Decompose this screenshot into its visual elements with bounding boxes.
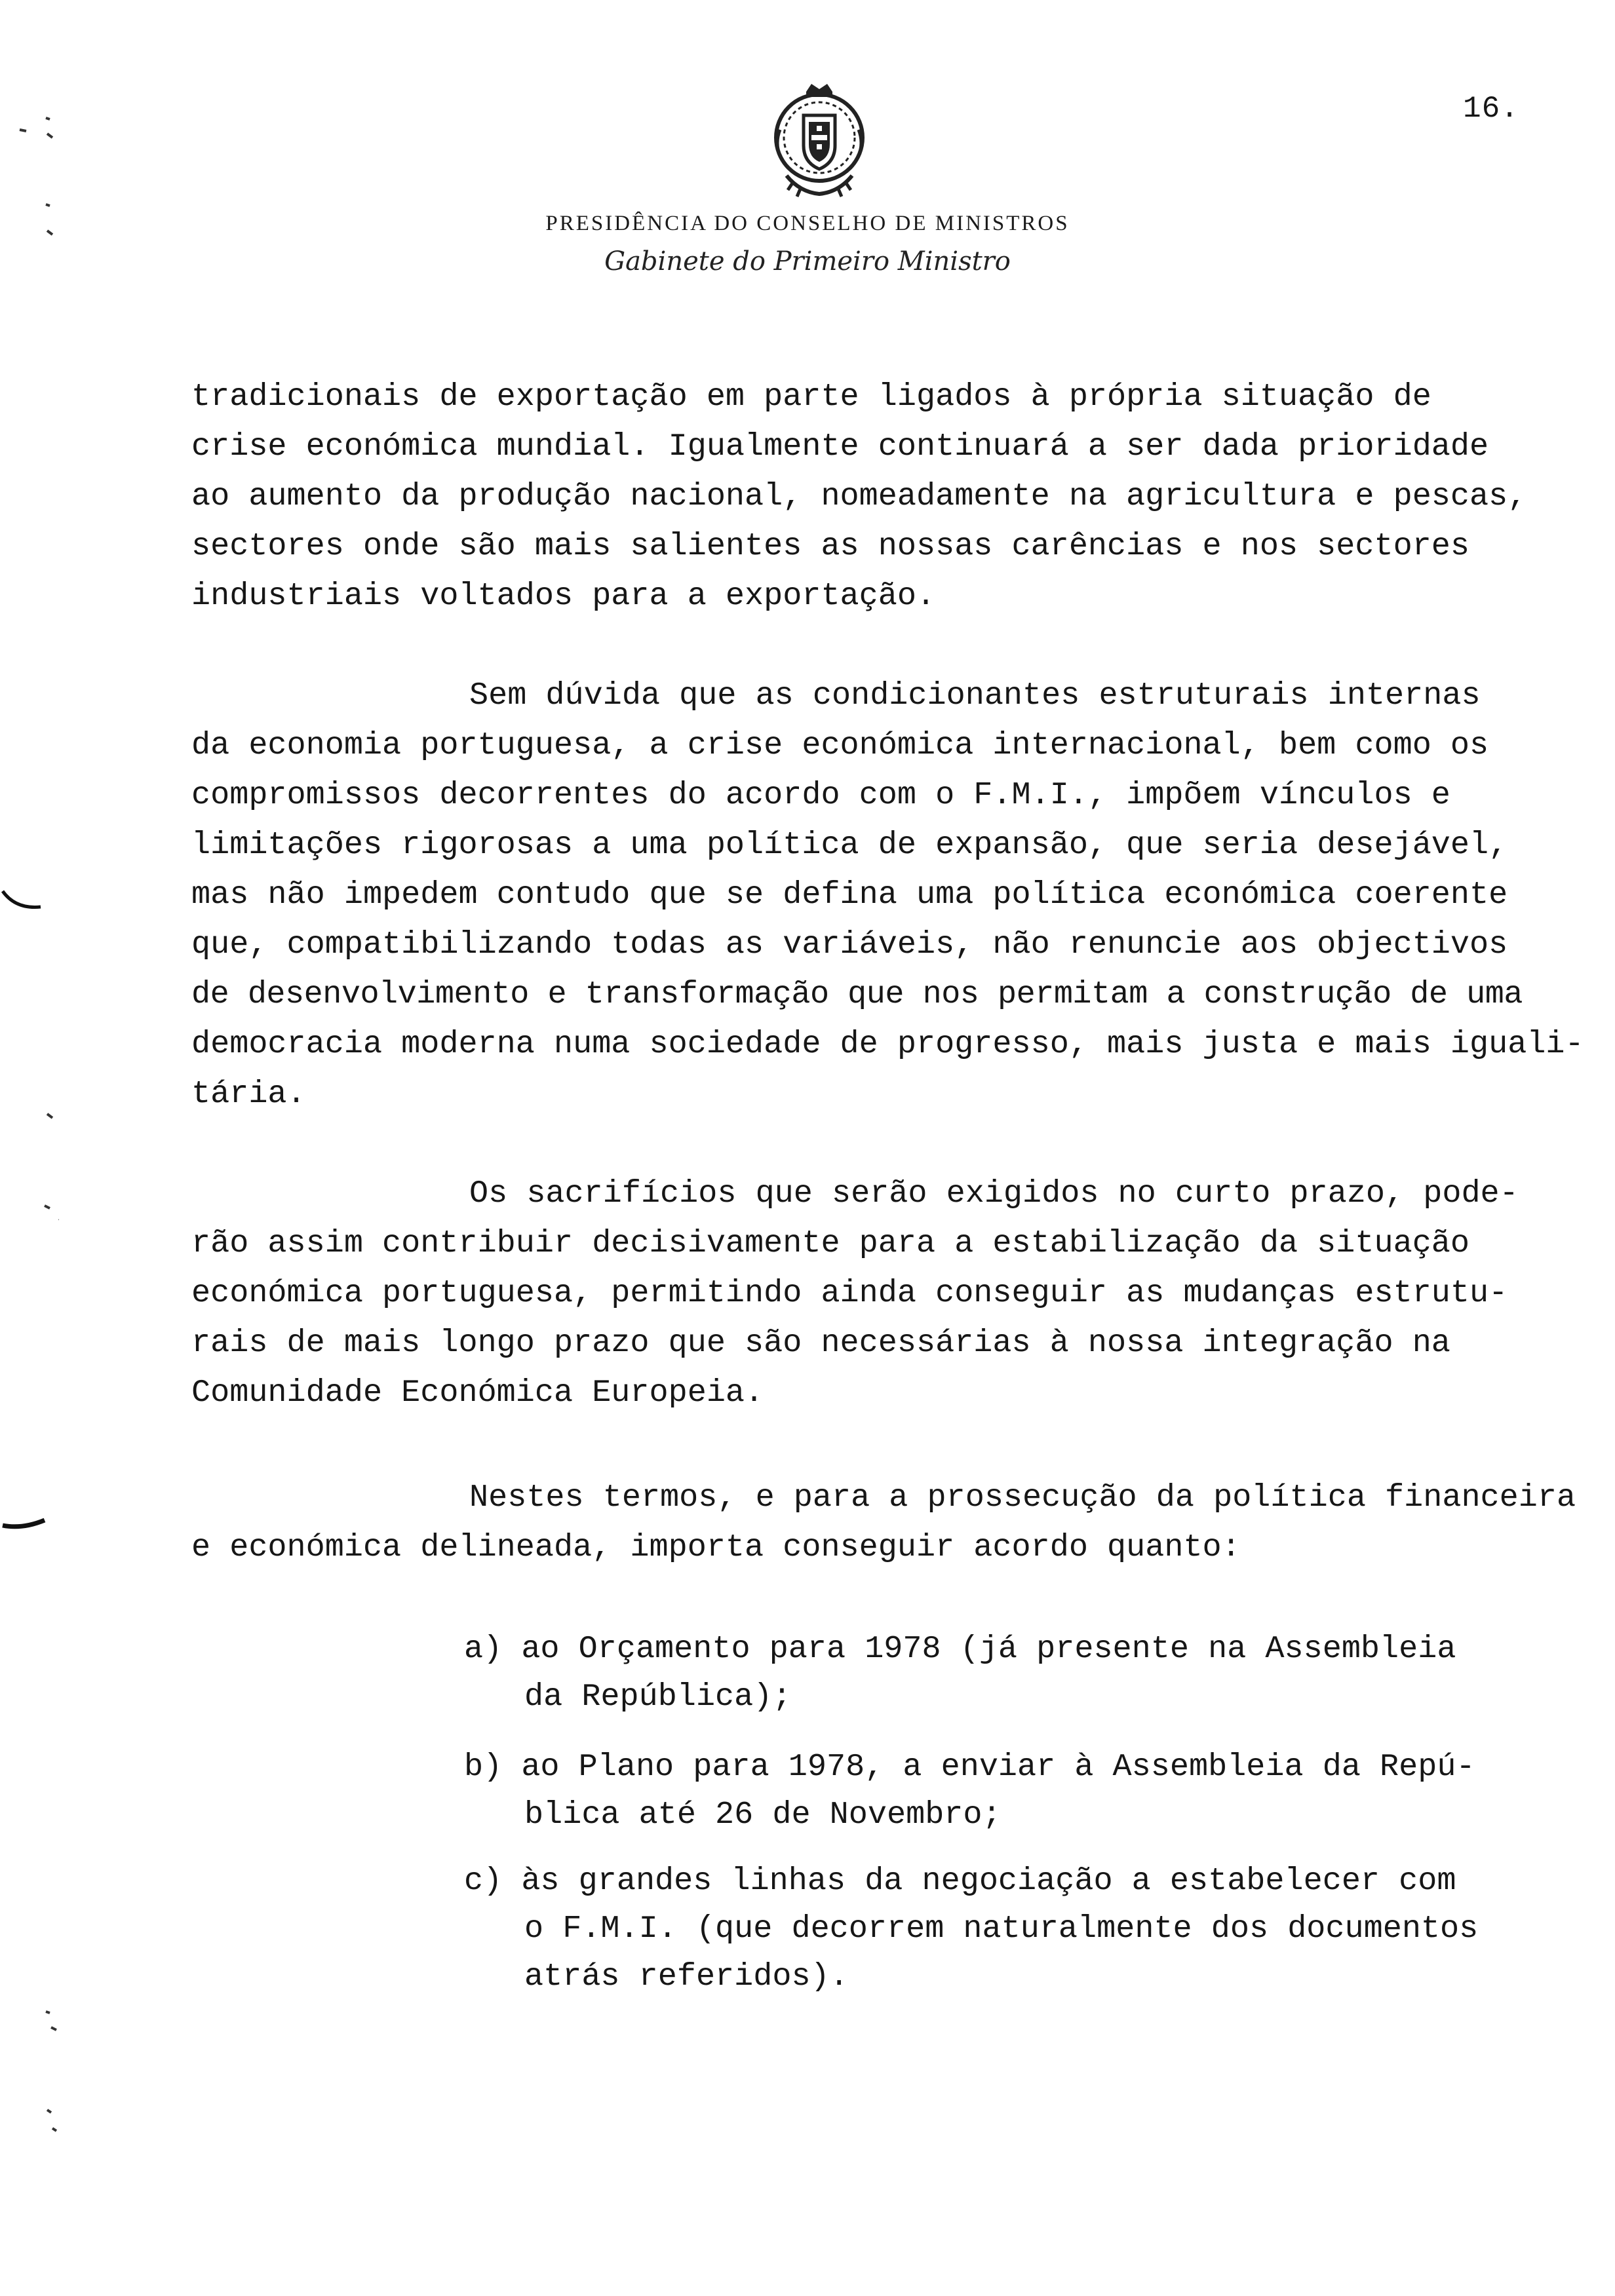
text-line: Sem dúvida que as condicionantes estruturais internas (469, 678, 1481, 714)
scan-mark-icon (7, 2097, 59, 2149)
text-line: Nestes termos, e para a prossecução da política financeira (469, 1480, 1576, 1516)
text-line: crise económica mundial. Igualmente continuará a ser dada prioridade (191, 429, 1489, 465)
text-line: de desenvolvimento e transformação que nos permitam a construção de uma (191, 976, 1523, 1012)
page-number: 16. (1463, 92, 1519, 126)
scan-mark-icon (7, 1193, 59, 1245)
paragraph-3 (191, 1169, 1605, 1418)
text-line: compromissos decorrentes do acordo com o F.M.I., impõem vínculos e (191, 777, 1450, 813)
text-line: democracia moderna numa sociedade de progresso, mais justa e mais iguali- (191, 1026, 1584, 1062)
text-line: tária. (191, 1076, 306, 1112)
text-line: industriais voltados para a exportação. (191, 578, 936, 614)
office-name: Gabinete do Primeiro Ministro (604, 246, 1011, 277)
text-line: da economia portuguesa, a crise económica internacional, bem como os (191, 727, 1489, 763)
text-line: e económica delineada, importa conseguir acordo quanto: (191, 1529, 1241, 1565)
list-item-a (464, 1625, 1578, 1721)
paragraph-1 (191, 372, 1605, 621)
text-line: económica portuguesa, permitindo ainda conseguir as mudanças estrutu- (191, 1275, 1508, 1311)
binder-curve-icon (0, 1507, 52, 1559)
text-line: Comunidade Económica Europeia. (191, 1375, 764, 1411)
text-line: rão assim contribuir decisivamente para a estabilização da situação (191, 1225, 1470, 1261)
text-line: o F.M.I. (que decorrem naturalmente dos documentos (524, 1911, 1479, 1947)
text-line: da República); (524, 1679, 792, 1715)
institution-name: PRESIDÊNCIA DO CONSELHO DE MINISTROS (545, 212, 1070, 235)
scan-mark-icon (7, 197, 59, 249)
text-line: limitações rigorosas a uma política de expansão, que seria desejável, (191, 827, 1508, 863)
paragraph-2 (191, 671, 1605, 1119)
text-line: rais de mais longo prazo que são necessárias à nossa integração na (191, 1325, 1450, 1361)
text-line: sectores onde são mais salientes as nossas carências e nos sectores (191, 528, 1470, 564)
paragraph-4 (191, 1473, 1605, 1573)
list-item-b (464, 1743, 1578, 1839)
list-item-c (464, 1857, 1578, 2000)
text-line: tradicionais de exportação em parte ligados à própria situação de (191, 379, 1431, 415)
binder-curve-icon (0, 878, 52, 930)
coat-of-arms-icon (760, 77, 878, 208)
scan-mark-icon (7, 105, 59, 157)
text-line: blica até 26 de Novembro; (524, 1797, 1002, 1833)
text-line: que, compatibilizando todas as variáveis, não renuncie aos objectivos (191, 927, 1508, 963)
text-line: mas não impedem contudo que se defina uma política económica coerente (191, 877, 1508, 913)
text-line: b) ao Plano para 1978, a enviar à Assembleia da Repú- (464, 1749, 1475, 1785)
text-line: ao aumento da produção nacional, nomeadamente na agricultura e pescas, (191, 478, 1527, 514)
text-line: Os sacrifícios que serão exigidos no curto prazo, pode- (469, 1176, 1519, 1212)
text-line: c) às grandes linhas da negociação a estabelecer com (464, 1863, 1456, 1899)
scan-mark-icon (7, 1101, 59, 1153)
scan-mark-icon (7, 1999, 59, 2051)
text-line: atrás referidos). (524, 1959, 849, 1995)
text-line: a) ao Orçamento para 1978 (já presente na Assembleia (464, 1631, 1456, 1667)
